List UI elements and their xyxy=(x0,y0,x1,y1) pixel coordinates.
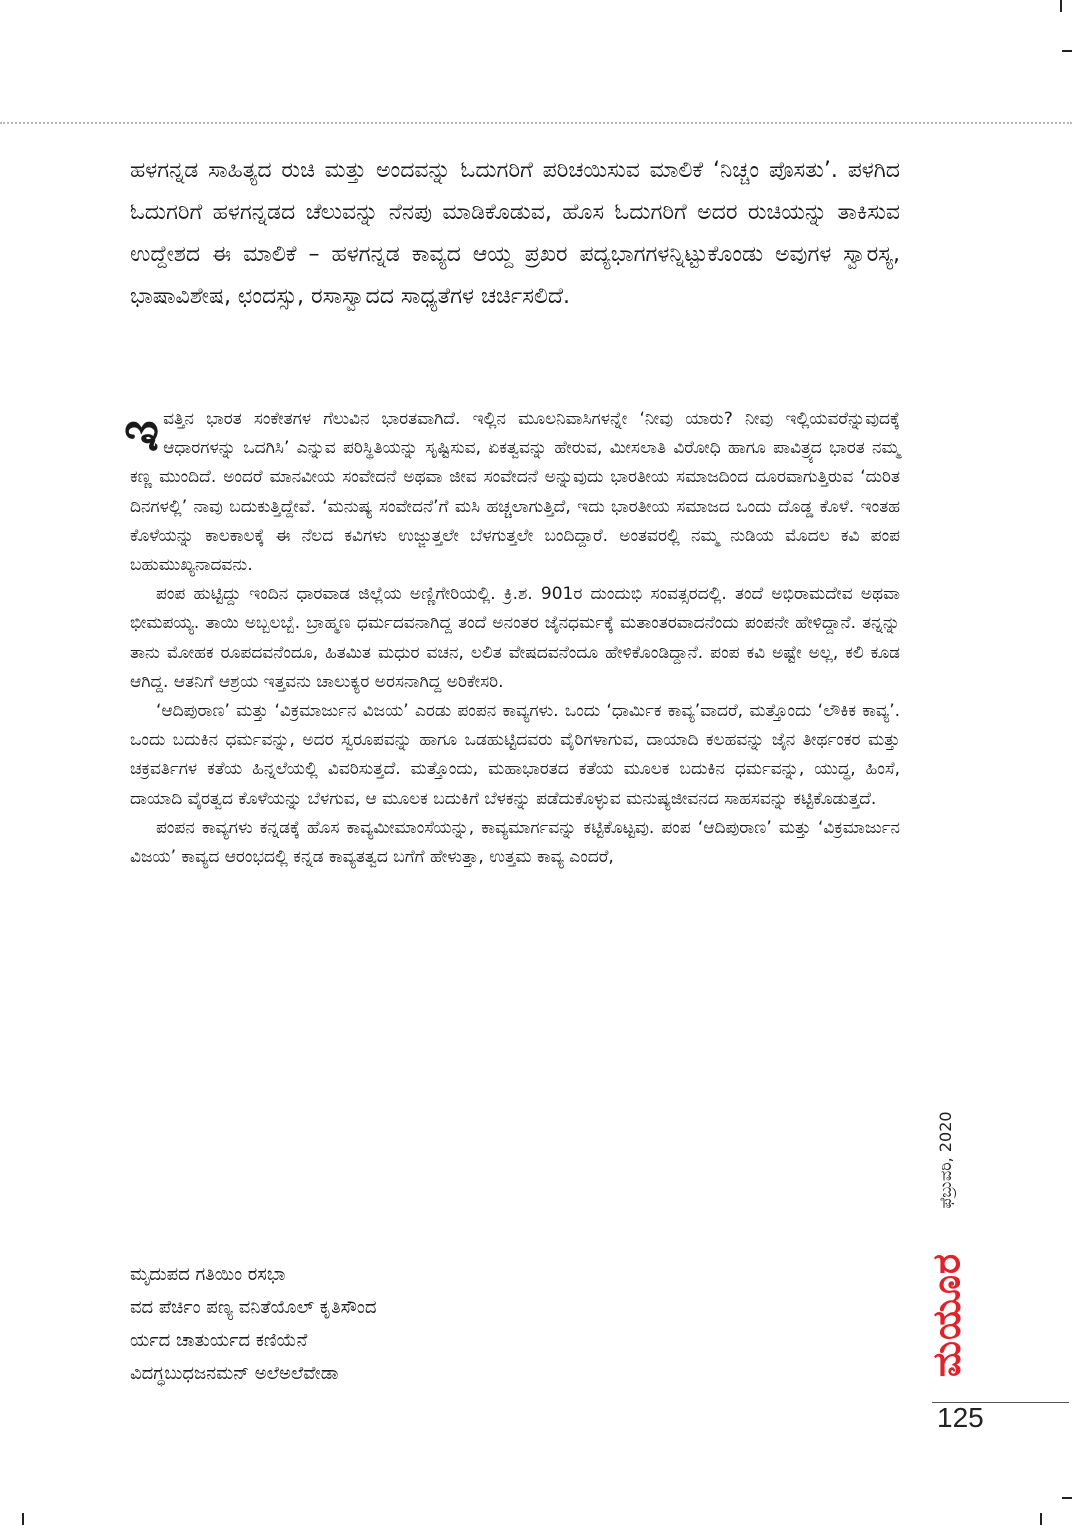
verse-line: ಮೃದುಪದ ಗತಿಯಿಂ ರಸಭಾ xyxy=(130,1264,286,1285)
article-body xyxy=(124,400,900,872)
verse-line: ವಿದಗ್ಧಬುಧಜನಮನ್ ಅಲೆಅಲೆವೇಡಾ xyxy=(130,1363,339,1384)
issue-date-text: ಫೆಬ್ರುವರಿ, 2020 xyxy=(936,1111,955,1209)
crop-mark-bottom-left xyxy=(22,1513,24,1525)
paragraph-1 xyxy=(124,400,900,580)
paragraph-1-text: ವತ್ತಿನ ಭಾರತ ಸಂಕೇತಗಳ ಗೆಲುವಿನ ಭಾರತವಾಗಿದೆ. ಇಲ್ಲಿನ ಮೂಲನಿವಾಸಿಗಳನ್ನೇ ‘ನೀವು ಯಾರು? ನೀವು ಇಲ್ಲಿಯವರೆನ್ನುವುದಕ್ಕೆ ಆಧಾರಗಳನ್ನು ಒದಗಿಸಿ’ ಎನ್ನುವ ಪರಿಸ್ಥಿತಿಯನ್ನು ಸೃಷ್ಟಿಸುವ, ಏಕತ್ವವನ್ನು ಹೇರುವ, ಮೀಸಲಾತಿ ವಿರೋಧಿ ಹಾಗೂ ಪಾವಿತ್ರ್ಯದ ಭಾರತ ನಮ್ಮ ಕಣ್ಣ ಮುಂದಿದೆ. ಅಂದರೆ ಮಾನವೀಯ ಸಂವೇದನೆ ಅಥವಾ ಜೀವ ಸಂವೇದನೆ ಅನ್ನುವುದು ಭಾರತೀಯ ಸಮಾಜದಿಂದ ದೂರವಾಗುತ್ತಿರುವ ‘ದುರಿತ ದಿನಗಳಲ್ಲಿ’ ನಾವು ಬದುಕುತ್ತಿದ್ದೇವೆ. ‘ಮನುಷ್ಯ ಸಂವೇದನೆ’ಗೆ ಮಸಿ ಹಚ್ಚಲಾಗುತ್ತಿದೆ, ಇದು ಭಾರತೀಯ ಸಮಾಜದ ಒಂದು ದೊಡ್ಡ ಕೊಳೆ. ಇಂತಹ ಕೊಳೆಯನ್ನು ಕಾಲಕಾಲಕ್ಕೆ ಈ ನೆಲದ ಕವಿಗಳು ಉಜ್ಜುತ್ತಲೇ ಬೆಳಗುತ್ತಲೇ ಬಂದಿದ್ದಾರೆ. ಅಂತವರಲ್ಲಿ ನಮ್ಮ ನುಡಿಯ ಮೊದಲ ಕವಿ ಪಂಪ ಬಹುಮುಖ್ಯನಾದವನು. xyxy=(130,409,900,576)
crop-mark-bottom-right xyxy=(1040,1513,1042,1525)
verse-block xyxy=(130,1258,630,1390)
issue-date xyxy=(928,1100,964,1220)
dotted-divider xyxy=(0,122,1072,124)
paragraph-3: ‘ಆದಿಪುರಾಣ’ ಮತ್ತು ‘ವಿಕ್ರಮಾರ್ಜುನ ವಿಜಯ’ ಎರಡು ಪಂಪನ ಕಾವ್ಯಗಳು. ಒಂದು ‘ಧಾರ್ಮಿಕ ಕಾವ್ಯ’ವಾದರೆ, ಮತ್ತೊಂದು ‘ಲೌಕಿಕ ಕಾವ್ಯ’. ಒಂದು ಬದುಕಿನ ಧರ್ಮವನ್ನು, ಅದರ ಸ್ವರೂಪವನ್ನು ಹಾಗೂ ಒಡಹುಟ್ಟಿದವರು ವೈರಿಗಳಾಗುವ, ದಾಯಾದಿ ಕಲಹವನ್ನು ಜೈನ ತೀರ್ಥಂಕರ ಮತ್ತು ಚಕ್ರವರ್ತಿಗಳ ಕತೆಯ ಹಿನ್ನಲೆಯಲ್ಲಿ ವಿವರಿಸುತ್ತದೆ. ಮತ್ತೊಂದು, ಮಹಾಭಾರತದ ಕತೆಯ ಮೂಲಕ ಬದುಕಿನ ಧರ್ಮವನ್ನು, ಯುದ್ಧ, ಹಿಂಸೆ, ದಾಯಾದಿ ವೈರತ್ವದ ಕೊಳೆಯನ್ನು ಬೆಳಗುವ, ಆ ಮೂಲಕ ಬದುಕಿಗೆ ಬೆಳಕನ್ನು ಪಡೆದುಕೊಳ್ಳುವ ಮನುಷ್ಯಜೀವನದ ಸಾಹಸವನ್ನು ಕಟ್ಟಿಕೊಡುತ್ತದೆ. xyxy=(130,701,900,809)
paragraph-4: ಪಂಪನ ಕಾವ್ಯಗಳು ಕನ್ನಡಕ್ಕೆ ಹೊಸ ಕಾವ್ಯಮೀಮಾಂಸೆಯನ್ನು, ಕಾವ್ಯಮಾರ್ಗವನ್ನು ಕಟ್ಟಿಕೊಟ್ಟವು. ಪಂಪ ‘ಆದಿಪುರಾಣ’ ಮತ್ತು ‘ವಿಕ್ರಮಾರ್ಜುನ ವಿಜಯ’ ಕಾವ್ಯದ ಆರಂಭದಲ್ಲಿ ಕನ್ನಡ ಕಾವ್ಯತತ್ವದ ಬಗೆಗೆ ಹೇಳುತ್ತಾ, ಉತ್ತಮ ಕಾವ್ಯ ಎಂದರೆ, xyxy=(130,817,900,868)
paragraph-2: ಪಂಪ ಹುಟ್ಟಿದ್ದು ಇಂದಿನ ಧಾರವಾಡ ಜಿಲ್ಲೆಯ ಅಣ್ಣಿಗೇರಿಯಲ್ಲಿ. ಕ್ರಿ.ಶ. 901ರ ದುಂದುಭಿ ಸಂವತ್ಸರದಲ್ಲಿ. ತಂದೆ ಅಭಿರಾಮದೇವ ಅಥವಾ ಭೀಮಪಯ್ಯ. ತಾಯಿ ಅಬ್ಬಲಬ್ಬೆ. ಬ್ರಾಹ್ಮಣ ಧರ್ಮದವನಾಗಿದ್ದ ತಂದೆ ಅನಂತರ ಜೈನಧರ್ಮಕ್ಕೆ ಮತಾಂತರವಾದನೆಂದು ಪಂಪನೇ ಹೇಳಿದ್ದಾನೆ. ತನ್ನನ್ನು ತಾನು ಮೋಹಕ ರೂಪದವನೆಂದೂ, ಹಿತಮಿತ ಮಧುರ ವಚನ, ಲಲಿತ ವೇಷದವನೆಂದೂ ಹೇಳಿಕೊಂಡಿದ್ದಾನೆ. ಪಂಪ ಕವಿ ಅಷ್ಟೇ ಅಲ್ಲ, ಕಲಿ ಕೂಡ ಆಗಿದ್ದ. ಆತನಿಗೆ ಆಶ್ರಯ ಇತ್ತವನು ಚಾಲುಕ್ಯರ ಅರಸನಾಗಿದ್ದ ಅರಿಕೇಸರಿ. xyxy=(130,584,900,692)
crop-mark-top-right xyxy=(1060,0,1062,12)
crop-mark-right-lower xyxy=(1062,1497,1072,1499)
magazine-logo-text: ಮಯೂರ xyxy=(924,1252,969,1377)
drop-cap: ಇ xyxy=(124,400,160,463)
verse-line: ರ್ಯದ ಚಾತುರ್ಯದ ಕಣಿಯೆನೆ xyxy=(130,1330,308,1351)
magazine-logo xyxy=(924,1232,970,1397)
verse-line: ವದ ಪೆರ್ಚಿಂ ಪಣ್ಯ ವನಿತೆಯೊಲ್ ಕೃತಿಸೌಂದ xyxy=(130,1297,377,1318)
crop-mark-right-upper xyxy=(1062,50,1072,52)
page-number: 125 xyxy=(937,1402,984,1433)
series-intro: ಹಳಗನ್ನಡ ಸಾಹಿತ್ಯದ ರುಚಿ ಮತ್ತು ಅಂದವನ್ನು ಓದುಗರಿಗೆ ಪರಿಚಯಿಸುವ ಮಾಲಿಕೆ ‘ನಿಚ್ಚಂ ಪೊಸತು’. ಪಳಗಿದ ಓದುಗರಿಗೆ ಹಳಗನ್ನಡದ ಚೆಲುವನ್ನು ನೆನಪು ಮಾಡಿಕೊಡುವ, ಹೊಸ ಓದುಗರಿಗೆ ಅದರ ರುಚಿಯನ್ನು ತಾಕಿಸುವ ಉದ್ದೇಶದ ಈ ಮಾಲಿಕೆ – ಹಳಗನ್ನಡ ಕಾವ್ಯದ ಆಯ್ದ ಪ್ರಖರ ಪದ್ಯಭಾಗಗಳನ್ನಿಟ್ಟುಕೊಂಡು ಅವುಗಳ ಸ್ವಾರಸ್ಯ, ಭಾಷಾವಿಶೇಷ, ಛಂದಸ್ಸು, ರಸಾಸ್ವಾದದ ಸಾಧ್ಯತೆಗಳ ಚರ್ಚಿಸಲಿದೆ. xyxy=(130,158,900,309)
